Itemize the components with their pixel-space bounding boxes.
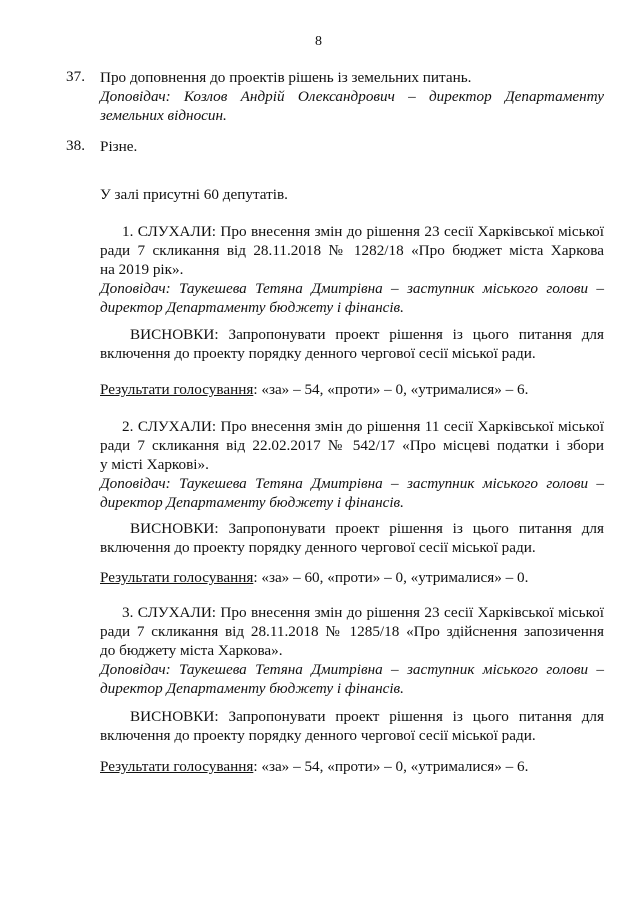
attendance-note — [100, 185, 604, 204]
heard-text: 2. СЛУХАЛИ: Про внесення змін до рішення 11 сесії Харківської міської — [122, 418, 604, 435]
conclusion-block-2 — [100, 519, 604, 557]
agenda-item-speaker-cont: земельних відносин. — [100, 107, 227, 124]
conclusion-text: включення до проекту порядку денного чергової сесії міської ради. — [100, 727, 536, 744]
agenda-item-title: Про доповнення до проектів рішень із земельних питань. — [100, 69, 472, 86]
heard-text: на 2019 рік». — [100, 261, 184, 278]
vote-text: : «за» – 54, «проти» – 0, «утрималися» – 6. — [253, 381, 529, 398]
heard-block-2 — [100, 417, 604, 512]
speaker-text: директор Департаменту бюджету і фінансів. — [100, 680, 404, 697]
vote-label: Результати голосування — [100, 381, 254, 398]
vote-text: : «за» – 60, «проти» – 0, «утрималися» – 0. — [253, 569, 529, 586]
heard-text: ради 7 скликання від 28.11.2018 № 1285/18 «Про здійснення запозичення — [100, 623, 604, 640]
heard-block-3 — [100, 603, 604, 698]
speaker-text: Доповідач: Таукешева Тетяна Дмитрівна – заступник міського голови – — [100, 475, 604, 492]
heard-text: ради 7 скликання від 22.02.2017 № 542/17 «Про місцеві податки і збори — [100, 437, 604, 454]
heard-text: до бюджету міста Харкова». — [100, 642, 283, 659]
conclusion-text: ВИСНОВКИ: Запропонувати проект рішення із цього питання для — [130, 326, 604, 343]
vote-result-2 — [100, 568, 604, 587]
conclusion-text: ВИСНОВКИ: Запропонувати проект рішення із цього питання для — [130, 520, 604, 537]
agenda-item-title: Різне. — [100, 138, 138, 155]
heard-text: 1. СЛУХАЛИ: Про внесення змін до рішення 23 сесії Харківської міської — [122, 223, 604, 240]
conclusion-text: включення до проекту порядку денного чергової сесії міської ради. — [100, 539, 536, 556]
speaker-text: Доповідач: Таукешева Тетяна Дмитрівна – заступник міського голови – — [100, 280, 604, 297]
speaker-text: директор Департаменту бюджету і фінансів. — [100, 299, 404, 316]
conclusion-text: ВИСНОВКИ: Запропонувати проект рішення із цього питання для — [130, 708, 604, 725]
agenda-item-38 — [100, 137, 604, 156]
agenda-item-speaker: Доповідач: Козлов Андрій Олександрович – директор Департаменту — [100, 88, 604, 105]
attendance-text: У залі присутні 60 депутатів. — [100, 186, 288, 203]
vote-label: Результати голосування — [100, 758, 254, 775]
conclusion-text: включення до проекту порядку денного чергової сесії міської ради. — [100, 345, 536, 362]
speaker-text: Доповідач: Таукешева Тетяна Дмитрівна – заступник міського голови – — [100, 661, 604, 678]
agenda-item-number: 38. — [66, 137, 85, 154]
vote-text: : «за» – 54, «проти» – 0, «утрималися» – 6. — [253, 758, 529, 775]
speaker-text: директор Департаменту бюджету і фінансів. — [100, 494, 404, 511]
conclusion-block-1 — [100, 325, 604, 363]
vote-label: Результати голосування — [100, 569, 254, 586]
vote-result-3 — [100, 757, 604, 776]
vote-result-1 — [100, 380, 604, 399]
heard-text: у місті Харкові». — [100, 456, 209, 473]
heard-text: 3. СЛУХАЛИ: Про внесення змін до рішення 23 сесії Харківської міської — [122, 604, 604, 621]
heard-block-1 — [100, 222, 604, 317]
page-number: 8 — [315, 34, 322, 49]
heard-text: ради 7 скликання від 28.11.2018 № 1282/18 «Про бюджет міста Харкова — [100, 242, 604, 259]
agenda-item-37 — [100, 68, 604, 125]
conclusion-block-3 — [100, 707, 604, 745]
agenda-item-number: 37. — [66, 68, 85, 85]
